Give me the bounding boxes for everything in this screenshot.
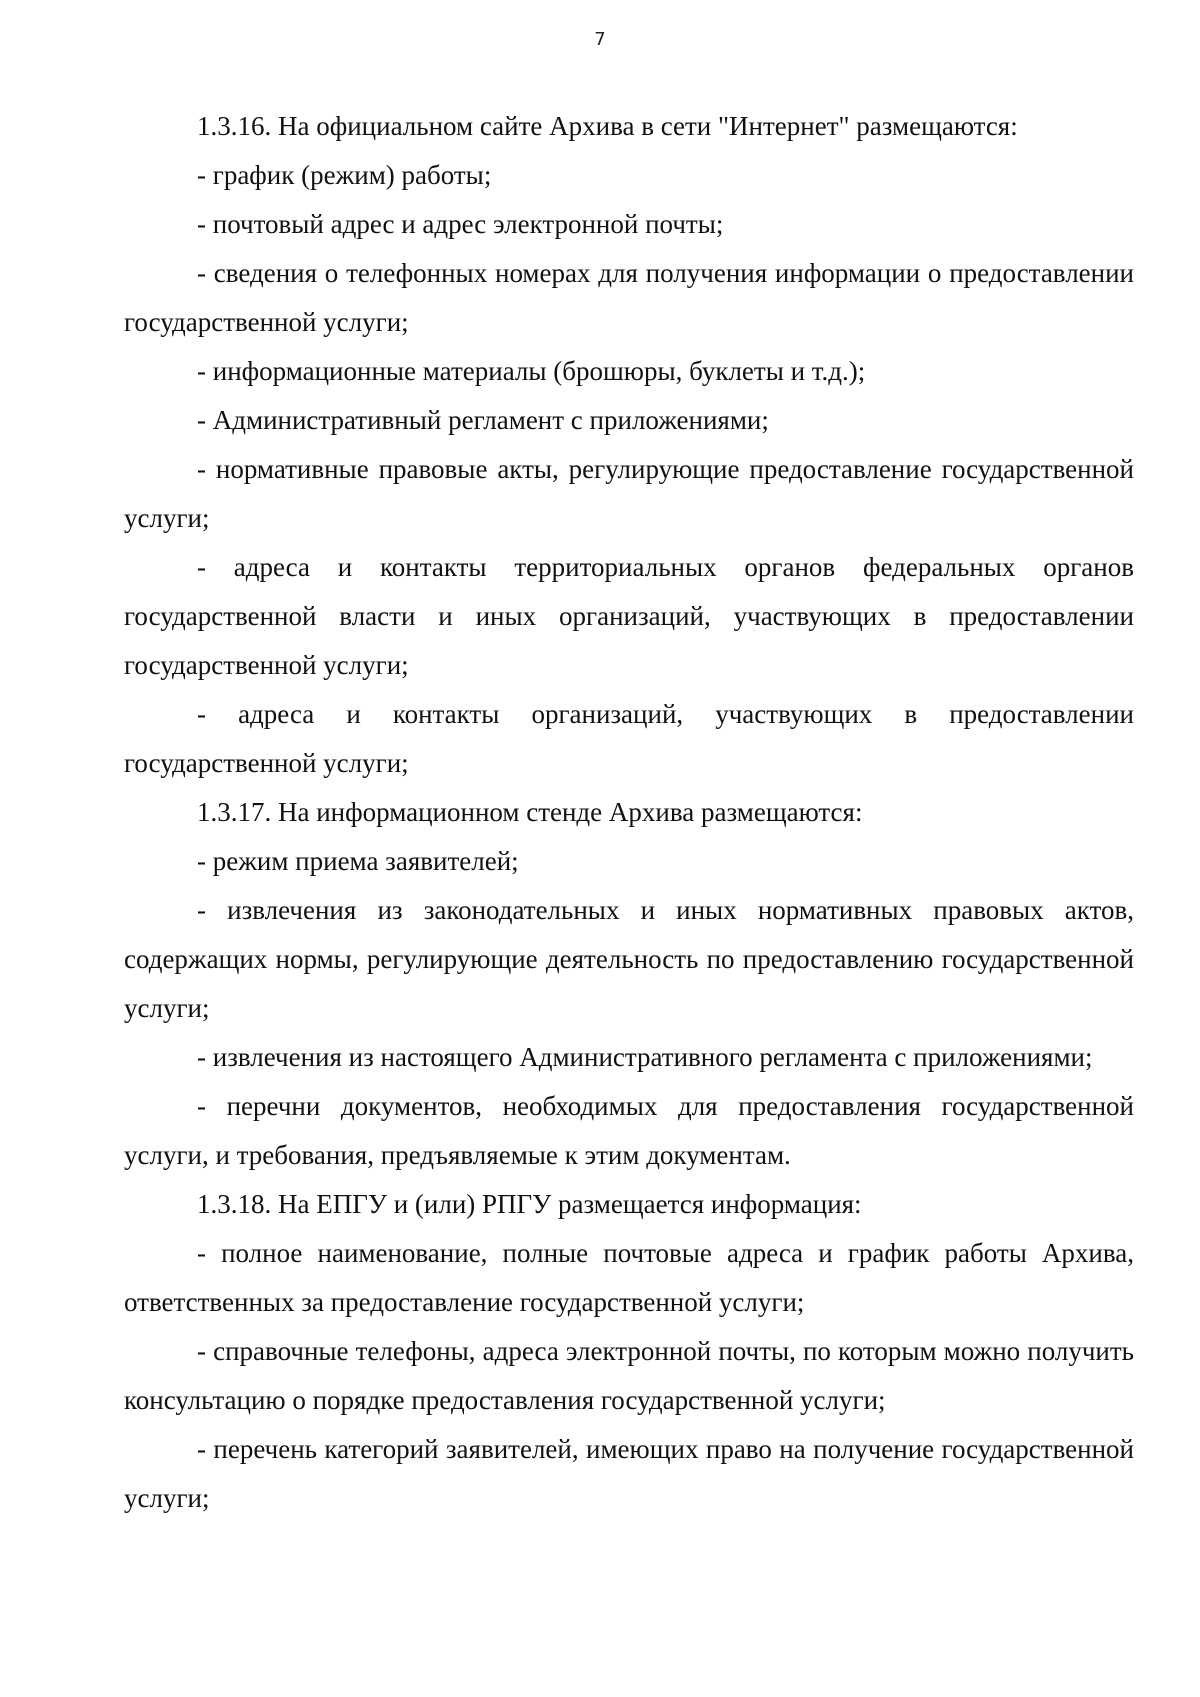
- list-item-normative-acts: - нормативные правовые акты, регулирующие предоставление государственной услуги;: [124, 454, 1134, 533]
- page-number: 7: [594, 29, 606, 50]
- list-item-info-materials: - информационные материалы (брошюры, буклеты и т.д.);: [197, 356, 866, 386]
- list-item-document-lists: - перечни документов, необходимых для предоставления государственной услуги, и требования, предъявляемые к этим документам.: [124, 1091, 1134, 1170]
- paragraph-1-3-18-heading: 1.3.18. На ЕПГУ и (или) РПГУ размещается информация:: [197, 1189, 862, 1219]
- list-item-applicant-categories: - перечень категорий заявителей, имеющих право на получение государственной услуги;: [124, 1434, 1134, 1513]
- list-item-work-schedule: - график (режим) работы;: [197, 160, 492, 190]
- list-item-territorial-bodies-contacts: - адреса и контакты территориальных органов федеральных органов государственной власти и иных организаций, участвующих в предоставлении государственной услуги;: [124, 552, 1134, 680]
- list-item-legislation-extracts: - извлечения из законодательных и иных нормативных правовых актов, содержащих нормы, регулирующие деятельность по предоставлению государственной услуги;: [124, 895, 1134, 1023]
- document-body: [124, 102, 1134, 1523]
- list-item-postal-email-address: - почтовый адрес и адрес электронной почты;: [197, 209, 724, 239]
- list-item-organizations-contacts: - адреса и контакты организаций, участвующих в предоставлении государственной услуги;: [124, 699, 1134, 778]
- list-item-reference-phones: - справочные телефоны, адреса электронной почты, по которым можно получить консультацию о порядке предоставления государственной услуги;: [124, 1336, 1134, 1415]
- list-item-admin-regulation: - Административный регламент с приложениями;: [197, 405, 769, 435]
- paragraph-1-3-16-heading: 1.3.16. На официальном сайте Архива в сети "Интернет" размещаются:: [197, 111, 1018, 141]
- list-item-full-name-addresses: - полное наименование, полные почтовые адреса и график работы Архива, ответственных за предоставление государственной услуги;: [124, 1238, 1134, 1317]
- list-item-regulation-extracts: - извлечения из настоящего Административного регламента с приложениями;: [197, 1042, 1093, 1072]
- paragraph-1-3-17-heading: 1.3.17. На информационном стенде Архива размещаются:: [197, 797, 863, 827]
- list-item-reception-schedule: - режим приема заявителей;: [197, 846, 519, 876]
- list-item-phone-numbers: - сведения о телефонных номерах для получения информации о предоставлении государственной услуги;: [124, 258, 1134, 337]
